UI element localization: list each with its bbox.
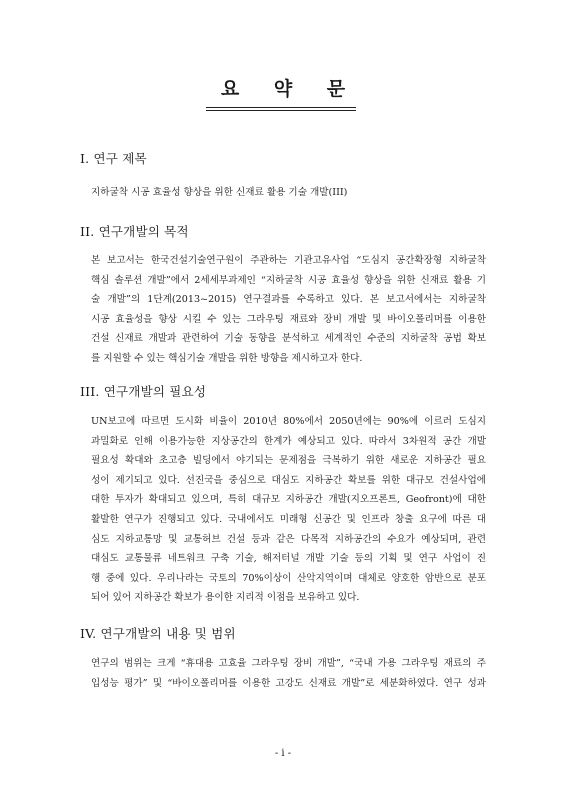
section-heading-1: I. 연구 제목 (80, 151, 147, 166)
paragraph-line: 핵심 솔루션 개발”에서 2세세부과제인 “지하굴착 시공 효율성 향상을 위한 신재료 활용 기 (91, 274, 486, 286)
paragraph-line: 술 개발”의 1단계(2013~2015) 연구결과를 수록하고 있다. 본 보고서에서는 지하굴착 (91, 294, 486, 306)
paragraph-line: 필요성 확대와 초고층 빌딩에서 야기되는 문제점을 극복하기 위한 새로운 지하공간 필요 (91, 455, 486, 467)
paragraph-line: 대심도 교통물류 네트워크 구축 기술, 해저터널 개발 기술 등의 기획 및 연구 사업이 진 (91, 553, 486, 565)
section-heading-4: IV. 연구개발의 내용 및 범위 (80, 626, 236, 641)
title-underline-top (206, 107, 356, 108)
paragraph-line: 되어 있어 지하공간 확보가 용이한 지리적 이점을 보유하고 있다. (91, 592, 360, 604)
paragraph-line: 과밀화로 인해 이용가능한 지상공간의 한계가 예상되고 있다. 따라서 3차원적 공간 개발 (91, 435, 486, 447)
paragraph-line: 시공 효율성을 향상 시킬 수 있는 그라우팅 재료와 장비 개발 및 바이오폴리머를 이용한 (91, 313, 486, 325)
section-3-paragraph (91, 412, 486, 608)
page-number: - i - (274, 748, 292, 759)
section-heading-2: II. 연구개발의 목적 (80, 224, 189, 239)
section-2-paragraph (91, 251, 486, 369)
section-4-paragraph (91, 654, 486, 693)
paragraph-line: 심도 지하교통망 및 교통허브 건설 등과 같은 다목적 지하공간의 수요가 예상되며, 관련 (91, 533, 486, 545)
paragraph-line: 건설 신재료 개발과 관련하여 기술 동향을 분석하고 세계적인 수준의 지하굴착 공법 확보 (91, 333, 486, 345)
paragraph-line: 대한 투자가 확대되고 있으며, 특히 대규모 지하공간 개발(지오프론트, Geofront)에 대한 (91, 494, 486, 506)
document-title: 요 약 문 (220, 78, 360, 100)
paragraph-line: 본 보고서는 한국건설기술연구원이 주관하는 기관고유사업 “도심지 공간확장형 지하굴착 (91, 255, 486, 266)
title-underline-bottom (206, 110, 356, 111)
research-title-text: 지하굴착 시공 효율성 향상을 위한 신재료 활용 기술 개발(III) (91, 187, 348, 198)
paragraph-line: 활발한 연구가 진행되고 있다. 국내에서도 미래형 신공간 및 인프라 창출 요구에 따른 대 (91, 513, 486, 525)
paragraph-line: 성이 제기되고 있다. 선진국을 중심으로 대심도 지하공간 확보를 위한 대규모 건설사업에 (91, 474, 486, 486)
paragraph-line: UN보고에 따르면 도시화 비율이 2010년 80%에서 2050년에는 90%에 이르러 도심지 (91, 416, 486, 427)
paragraph-line: 입성능 평가” 및 “바이오폴리머를 이용한 고강도 신재료 개발”로 세분화하였다. 연구 성과 (91, 677, 486, 689)
section-heading-3: III. 연구개발의 필요성 (80, 384, 207, 399)
paragraph-line: 행 중에 있다. 우리나라는 국토의 70%이상이 산악지역이며 대체로 양호한 암반으로 분포 (91, 572, 486, 584)
paragraph-line: 연구의 범위는 크게 “휴대용 고효율 그라우팅 장비 개발”, “국내 가용 그라우팅 재료의 주 (91, 658, 486, 669)
paragraph-line: 를 지원할 수 있는 핵심기술 개발을 위한 방향을 제시하고자 한다. (91, 352, 363, 364)
